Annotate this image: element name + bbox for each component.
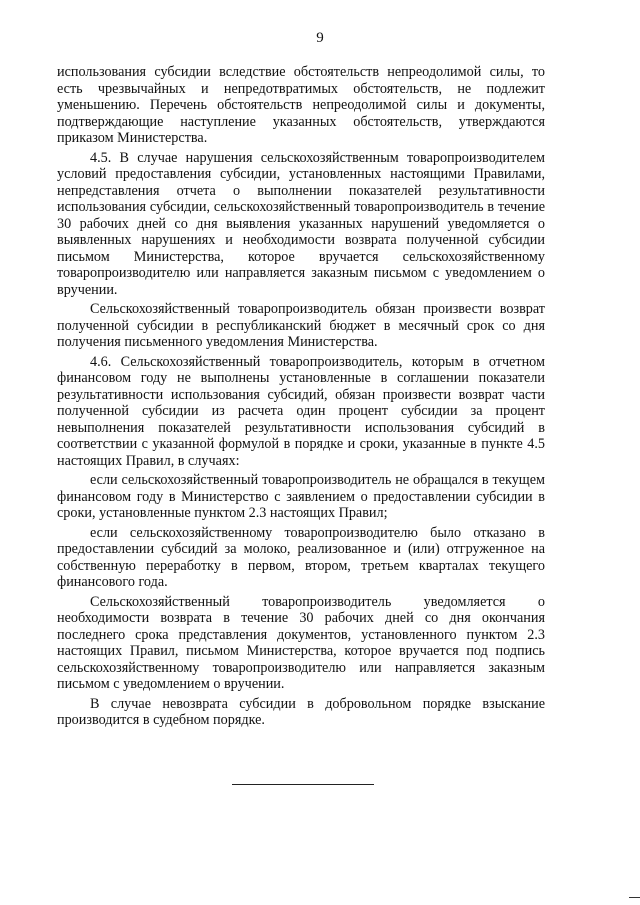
paragraph: В случае невозврата субсидии в добровольном порядке взыскание производится в судебном порядке. (57, 695, 545, 728)
paragraph: 4.5. В случае нарушения сельскохозяйственным товаропроизводителем условий предоставления субсидии, установленных настоящими Правилами, непредставления отчета о выполнении показателей результативности использования субсидии, сельскохозяйственный товаропроизводитель в течение 30 рабочих дней со дня выявления указанных нарушений уведомляется о выявленных нарушениях и необходимости возврата полученной субсидии письмом Министерства, которое вручается сельскохозяйственному товаропроизводителю или направляется заказным письмом с уведомлением о вручении. (57, 149, 545, 298)
paragraph: Сельскохозяйственный товаропроизводитель обязан произвести возврат полученной субсидии в республиканский бюджет в месячный срок со дня получения письменного уведомления Министерства. (57, 301, 545, 350)
document-body (57, 64, 545, 732)
page-number: 9 (316, 30, 324, 46)
paragraph: Сельскохозяйственный товаропроизводитель уведомляется о необходимости возврата в течение 30 рабочих дней со дня окончания последнего срока представления документов, установленного пунктом 2.3 настоящих Правил, письмом Министерства, которое вручается под подпись сельскохозяйственному товаропроизводителю или направляется заказным письмом с уведомлением о вручении. (57, 593, 545, 692)
paragraph: использования субсидии вследствие обстоятельств непреодолимой силы, то есть чрезвычайных и непредотвратимых обстоятельств, не подлежит уменьшению. Перечень обстоятельств непреодолимой силы и документы, подтверждающие наступление указанных обстоятельств, утверждаются приказом Министерства. (57, 64, 545, 146)
end-of-document-line (232, 784, 374, 785)
scan-edge-mark (629, 897, 640, 898)
paragraph: 4.6. Сельскохозяйственный товаропроизводитель, которым в отчетном финансовом году не выполнены установленные в соглашении показатели результативности использования субсидий, обязан произвести возврат части полученной субсидии из расчета один процент субсидии за процент невыполнения показателей результативности использования субсидий в соответствии с указанной формулой в порядке и сроки, указанные в пункте 4.5 настоящих Правил, в случаях: (57, 353, 545, 469)
paragraph: если сельскохозяйственному товаропроизводителю было отказано в предоставлении субсидий за молоко, реализованное и (или) отгруженное на собственную переработку в первом, втором, третьем кварталах текущего финансового года. (57, 524, 545, 590)
paragraph: если сельскохозяйственный товаропроизводитель не обращался в текущем финансовом году в Министерство с заявлением о предоставлении субсидии в сроки, установленные пунктом 2.3 настоящих Правил; (57, 472, 545, 521)
